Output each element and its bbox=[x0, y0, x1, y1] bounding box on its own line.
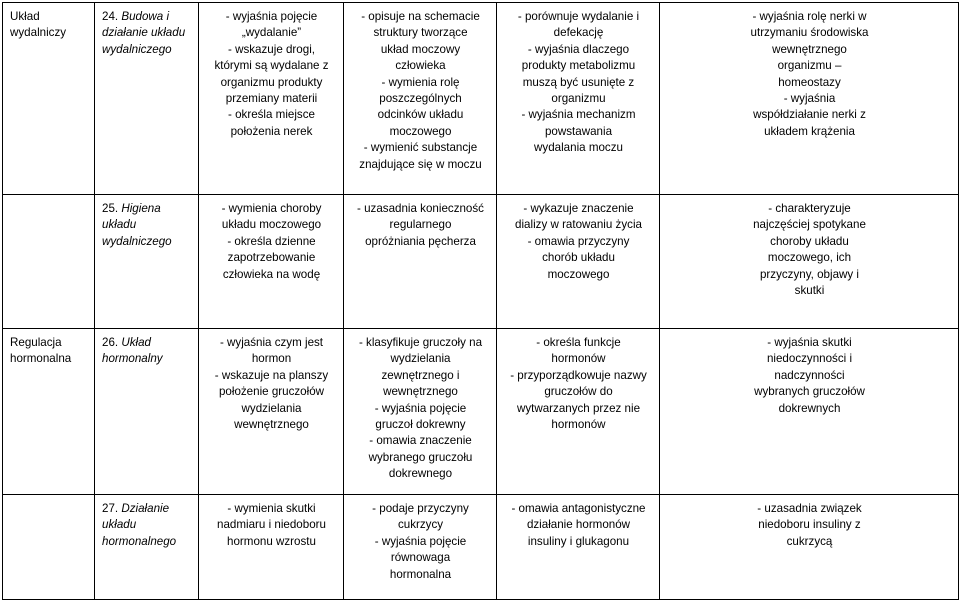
topic-cell bbox=[95, 329, 199, 495]
table-row bbox=[3, 195, 959, 329]
requirement-cell: - wymienia choroby układu moczowego - określa dzienne zapotrzebowanie człowieka na wodę bbox=[199, 195, 344, 329]
requirement-cell: - wymienia skutki nadmiaru i niedoboru hormonu wzrostu bbox=[199, 495, 344, 600]
topic-title: Higiena układu wydalniczego bbox=[102, 202, 172, 248]
requirement-cell: - uzasadnia związek niedoboru insuliny z cukrzycą bbox=[660, 495, 959, 600]
table-row bbox=[3, 495, 959, 600]
requirement-cell: - wyjaśnia skutki niedoczynności i nadczynności wybranych gruczołów dokrewnych bbox=[660, 329, 959, 495]
section-label: Regulacja hormonalna bbox=[10, 336, 72, 366]
table-row bbox=[3, 329, 959, 495]
requirement-cell: - charakteryzuje najczęściej spotykane choroby układu moczowego, ich przyczyny, objawy i skutki bbox=[660, 195, 959, 329]
topic-cell bbox=[95, 3, 199, 195]
topic-number: 27. bbox=[102, 502, 119, 515]
topic-title: Budowa i działanie układu wydalniczego bbox=[102, 10, 186, 56]
requirement-cell: - uzasadnia konieczność regularnego opróżniania pęcherza bbox=[344, 195, 497, 329]
requirement-cell: - wyjaśnia pojęcie „wydalanie” - wskazuje drogi, którymi są wydalane z organizmu produkty przemiany materii - określa miejsce położenia nerek bbox=[199, 3, 344, 195]
topic-number: 25. bbox=[102, 202, 119, 215]
curriculum-table bbox=[2, 2, 959, 600]
requirement-cell: - podaje przyczyny cukrzycy - wyjaśnia pojęcie równowaga hormonalna bbox=[344, 495, 497, 600]
requirement-cell: - wykazuje znaczenie dializy w ratowaniu życia - omawia przyczyny chorób układu moczowego bbox=[497, 195, 660, 329]
section-cell bbox=[3, 329, 95, 495]
requirement-cell: - wyjaśnia rolę nerki w utrzymaniu środowiska wewnętrznego organizmu – homeostazy - wyjaśnia współdziałanie nerki z układem krążenia bbox=[660, 3, 959, 195]
requirement-cell: - opisuje na schemacie struktury tworzące układ moczowy człowieka - wymienia rolę poszczególnych odcinków układu moczowego - wymienić substancje znajdujące się w moczu bbox=[344, 3, 497, 195]
section-cell bbox=[3, 3, 95, 195]
section-cell bbox=[3, 495, 95, 600]
topic-number: 26. bbox=[102, 336, 119, 349]
topic-number: 24. bbox=[102, 10, 119, 23]
requirement-cell: - porównuje wydalanie i defekację - wyjaśnia dlaczego produkty metabolizmu muszą być usunięte z organizmu - wyjaśnia mechanizm powstawania wydalania moczu bbox=[497, 3, 660, 195]
section-label: Układ wydalniczy bbox=[10, 10, 67, 40]
topic-title: Działanie układu hormonalnego bbox=[102, 502, 177, 548]
requirement-cell: - klasyfikuje gruczoły na wydzielania zewnętrznego i wewnętrznego - wyjaśnia pojęcie gruczoł dokrewny - omawia znaczenie wybranego gruczołu dokrewnego bbox=[344, 329, 497, 495]
topic-title: Układ hormonalny bbox=[102, 336, 163, 366]
requirement-cell: - określa funkcje hormonów - przyporządkowuje nazwy gruczołów do wytwarzanych przez nie hormonów bbox=[497, 329, 660, 495]
requirement-cell: - wyjaśnia czym jest hormon - wskazuje na planszy położenie gruczołów wydzielania wewnętrznego bbox=[199, 329, 344, 495]
table-row bbox=[3, 3, 959, 195]
requirement-cell: - omawia antagonistyczne działanie hormonów insuliny i glukagonu bbox=[497, 495, 660, 600]
topic-cell bbox=[95, 195, 199, 329]
section-cell bbox=[3, 195, 95, 329]
topic-cell bbox=[95, 495, 199, 600]
